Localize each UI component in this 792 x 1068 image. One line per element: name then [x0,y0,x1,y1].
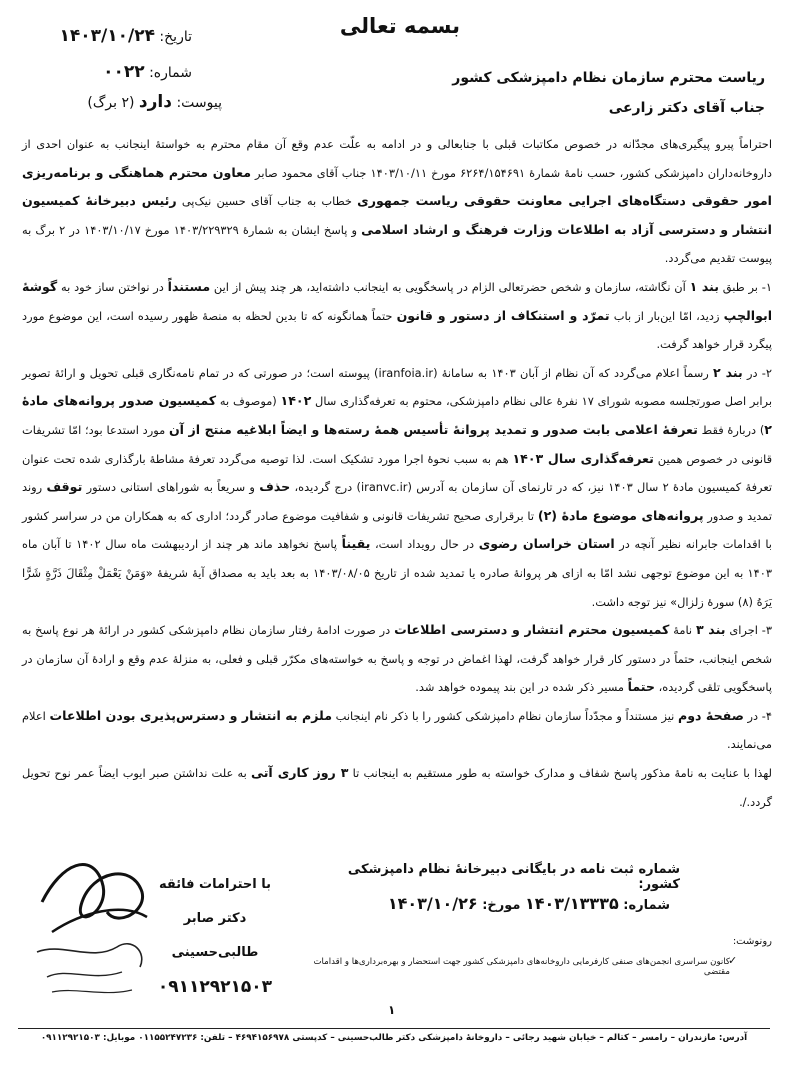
attachment-pages: (۲ برگ) [87,95,135,111]
text: هم به سبب نحوهٔ اجرا مورد تشکیک است. لذا توصیه می‌گردد تعرفهٔ مشاطهٔ بارگذاری شده تحت عنوان تعرفهٔ کمیسیون مادهٔ ۲ سال ۱۴۰۳ نیز، که در تارنمای آن سازمان به آدرس (iranvc.ir) درج گردیده، [22,451,772,495]
registration-date-label: مورخ: [482,898,521,913]
text: در صورت ادامهٔ رفتار سازمان نظام دامپزشکی کشور در ارائهٔ هر نوع پاسخ به شخص اینجانب، حتماً در دستور کار قرار خواهد گرفت، لهذا اغماض در توجه و پاسخ به خواسته‌های مکرّر قبلی و فعلی، به منزلهٔ عدم وقع و ارادهٔ آن سازمان در پاسخگویی تلقی گردیده، [22,623,772,695]
emphasis: بند ۳ [695,622,726,638]
paragraph-1 [22,273,772,359]
closing-salutation: با احترامات فائقه [159,877,271,892]
emphasis: ۳ روز کاری آتی [250,765,349,781]
emphasis: ۱۴۰۲ [280,393,312,409]
text: و پاسخ ایشان به شمارهٔ ۱۴۰۳/۲۲۹۳۲۹ مورخ ۱۴۰۳/۱۰/۱۷ در ۲ برگ به پیوست تقدیم می‌گردد. [22,222,772,266]
text: اعلام می‌نمایند. [22,708,772,752]
emphasis: بند ۲ [712,364,743,380]
text: و سریعاً به شوراهای استانی دستور [82,480,260,495]
footer-address: آدرس: مازندران – رامسر – کتالم – خیابان شهید رجائی – داروخانهٔ دامپزشکی دکتر طالب‌حسینی – کدپستی ۴۶۹۴۱۵۶۹۷۸ – تلفن: ۰۱۱۵۵۲۴۷۲۳۶ موبایل: ۰۹۱۱۲۹۲۱۵۰۳ [18,1028,770,1043]
text: آن نگاشته، سازمان و شخص حضرتعالی الزام در پاسخگویی به اینجانب داشته‌اید، هر چند پیش از این [210,279,690,294]
text: خطاب به جناب آقای حسین نیک‌پی [176,194,358,209]
checkmark-icon: ✓ [728,954,738,967]
registration-line [330,894,670,913]
text: (موصوف به [216,394,281,409]
emphasis: صفحهٔ دوم [678,707,744,723]
signature-block [140,868,290,1004]
emphasis: گوشهٔ ابوالچپ [22,278,773,323]
emphasis: حذف [259,479,291,495]
recipient-line-2: جناب آقای دکتر زارعی [608,100,765,116]
number-value: ۰۰۲۲ [103,62,145,82]
text: ) دربارهٔ فقط [697,422,765,437]
emphasis: توقف [46,479,83,495]
letter-date [22,26,192,46]
text: مسیر ذکر شده در این بند پیموده خواهد شد. [415,680,628,695]
emphasis: تعرفه‌گذاری سال ۱۴۰۳ [512,450,654,466]
paragraph-4 [22,702,772,759]
text: در حال رو‌یداد است، [370,537,479,552]
registration-title: شماره ثبت نامه در بایگانی دبیرخانهٔ نظام دامپزشکی کشور: [347,862,680,892]
paragraph-3 [22,616,772,702]
text: نامهٔ [669,623,696,638]
closing-paragraph [22,759,772,816]
text: تا برقراری صحیح تشریفات قانونی و شفافیت موضوع صادر گردد؛ اداری که به همکاران من در سراسر کشور با اقدامات جابرانه نظیر آنچه در [22,508,772,552]
text: نیز مستنداً و مجدّداً سازمان نظام دامپزشکی کشور را با ذکر نام اینجانب [332,708,678,723]
text: مورد استدعا بود؛ امّا تشریفات قانونی در خصوص همین [22,422,773,466]
date-value: ۱۴۰۳/۱۰/۲۴ [59,26,155,46]
registration-number: ۱۴۰۳/۱۳۳۳۵ [524,894,619,913]
text: ۴- در [743,708,772,723]
letter-number [22,62,192,82]
attachment-value: دارد [138,92,172,112]
signer-name: دکتر صابر طالبی‌حسینی [171,911,259,960]
page-number: ۱ [388,1003,396,1017]
cc-recipient: کانون سراسری انجمن‌های صنفی کارفرمایی داروخانه‌های دامپزشکی کشور جهت استحضار و بهره‌برداری‌ها و اقدامات مقتضی [313,957,730,977]
intro-paragraph [22,130,772,273]
text: روند تمدید و صدور [22,480,772,523]
number-label: شماره: [149,65,192,81]
cc-label: رونوشت: [732,936,772,947]
letter-body [22,130,772,816]
emphasis: بند ۱ [689,278,719,294]
emphasis: یقیناً [341,536,371,552]
emphasis: حتماً [627,679,655,695]
text: ۱- بر طبق [718,279,772,294]
text: زدید، امّا این‌بار از باب [609,308,724,323]
text: لهذا با عنایت به نامهٔ مذکور پاسخ شفاف و مدارک خواسته به طور مستقیم به اینجانب تا [348,766,772,781]
emphasis: معاون محترم هماهنگی و برنامه‌ریزی امور حقوقی دستگاه‌های اجرایی معاونت حقوقی ریاست جمهوری [22,164,772,209]
attachment-label: پیوست: [176,95,222,111]
emphasis: مستنداً [167,278,211,294]
registration-number-label: شماره: [623,898,670,913]
emphasis: تعرفهٔ اعلامی بابت صدور و تمدید پروانهٔ تأسیس همهٔ رسته‌ها و ایضاً ابلاغیه منتج از آن [168,421,698,437]
emphasis: پروانه‌های موضوع مادهٔ (۲) [537,507,704,523]
bismillah-heading: بسمه تعالی [339,14,461,38]
emphasis: ملزم به انتشار و دسترس‌پذیری بودن اطلاعات [49,707,332,723]
emphasis: کمیسیون صدور پروانه‌های مادهٔ ۲ [22,393,772,437]
handwritten-signature [22,842,162,1012]
text: ۲- در [742,365,772,380]
text: حتماً همانگونه که تا بدین لحظه به منصهٔ ظهور رسیده است، این موضوع مورد پیگرد قرار خواهد گرفت. [22,308,772,352]
paragraph-2 [22,359,772,616]
recipient-line-1: ریاست محترم سازمان نظام دامپزشکی کشور [452,70,765,86]
date-label: تاریخ: [159,29,192,45]
signer-phone: ۰۹۱۱۲۹۲۱۵۰۳ [157,977,273,997]
text: پاسخ نخواهد ماند هر چند از اردیبهشت ماه سال ۱۴۰۲ تا آبان ماه ۱۴۰۳ به این موضوع توجهی نشد امّا به ازای هر پروانهٔ صادره یا تمدید شده از تاریخ ۱۴۰۳/۰۸/۰۵ به بعد باید به مصداق آیهٔ شریفهٔ «وَمَنْ يَعْمَلْ مِثْقَالَ ذَرَّةٍ شَرًّا يَرَهُ (۸) سورهٔ زلزال» نیز توجه داشت. [22,537,772,609]
letter-attachment [22,92,222,112]
registration-date: ۱۴۰۳/۱۰/۲۶ [387,894,478,913]
text: رسماً اعلام می‌گردد که آن نظام از آبان ۱۴۰۳ به سامانهٔ (iranfoia.ir) پیوسته است؛ در صورتی که در تمام نامه‌نگاری قبلی تحویل و ارائهٔ تصویر برابر اصل صورتجلسه مصوبه شورای ۱۷ نفرهٔ عالی نظام دامپزشکی، محتوم به تعرفه‌گذاری سال [22,365,773,409]
emphasis: رئیس دبیرخانهٔ کمیسیون انتشار و دسترسی آزاد به اطلاعات وزارت فرهنگ و ارشاد اسلامی [22,193,772,237]
emphasis: استان خراسان رضوی [478,536,615,552]
text: در نواختن ساز خود به [57,279,168,294]
text: به علت نداشتن صبر ایوب ایضاً عمر نوح تحویل گردد./. [22,766,772,809]
emphasis: کمیسیون محترم انتشار و دسترسی اطلاعات [394,622,670,638]
text: احتراماً پیرو پیگیری‌های مجدّانه در خصوص مکاتبات قبلی با جنابعالی و در ادامه به علّت عدم وقع آن مقام محترم به خواستهٔ اینجانب به عنوان احدی از داروخانه‌داران دامپزشکی کشور، حسب نامهٔ شمارهٔ ۶۲۶۴/۱۵۴۶۹۱ مورخ ۱۴۰۳/۱۰/۱۱ جناب آقای محمود صابر [22,137,772,180]
text: ۳- اجرای [725,623,773,638]
emphasis: تمرّد و استنکاف از دستور و قانون [396,307,610,323]
